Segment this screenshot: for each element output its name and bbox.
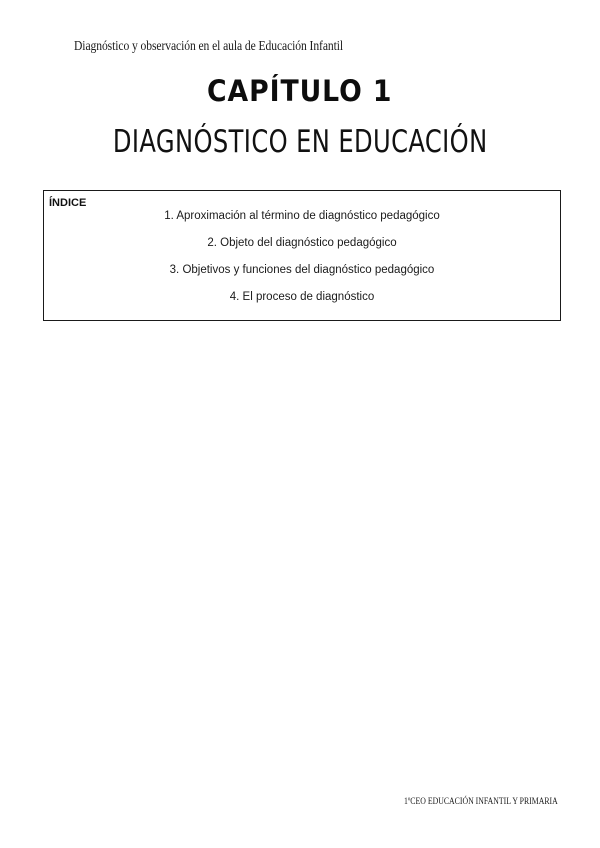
index-list — [44, 209, 560, 317]
index-box — [43, 190, 561, 321]
index-item-1: 1. Aproximación al término de diagnóstico pedagógico — [164, 210, 440, 222]
index-item-4: 4. El proceso de diagnóstico — [229, 291, 375, 303]
chapter-number — [0, 74, 600, 108]
index-item-3: 3. Objetivos y funciones del diagnóstico pedagógico — [169, 264, 435, 276]
index-heading: ÍNDICE — [49, 197, 87, 209]
running-footer: 1ºCEO EDUCACIÓN INFANTIL Y PRIMARIA — [404, 797, 558, 807]
index-item-2: 2. Objeto del diagnóstico pedagógico — [207, 237, 397, 249]
chapter-title-text: DIAGNÓSTICO EN EDUCACIÓN — [112, 124, 488, 160]
chapter-number-text: CAPÍTULO 1 — [207, 74, 393, 108]
running-header: Diagnóstico y observación en el aula de Educación Infantil — [74, 38, 344, 53]
chapter-title — [0, 124, 600, 160]
